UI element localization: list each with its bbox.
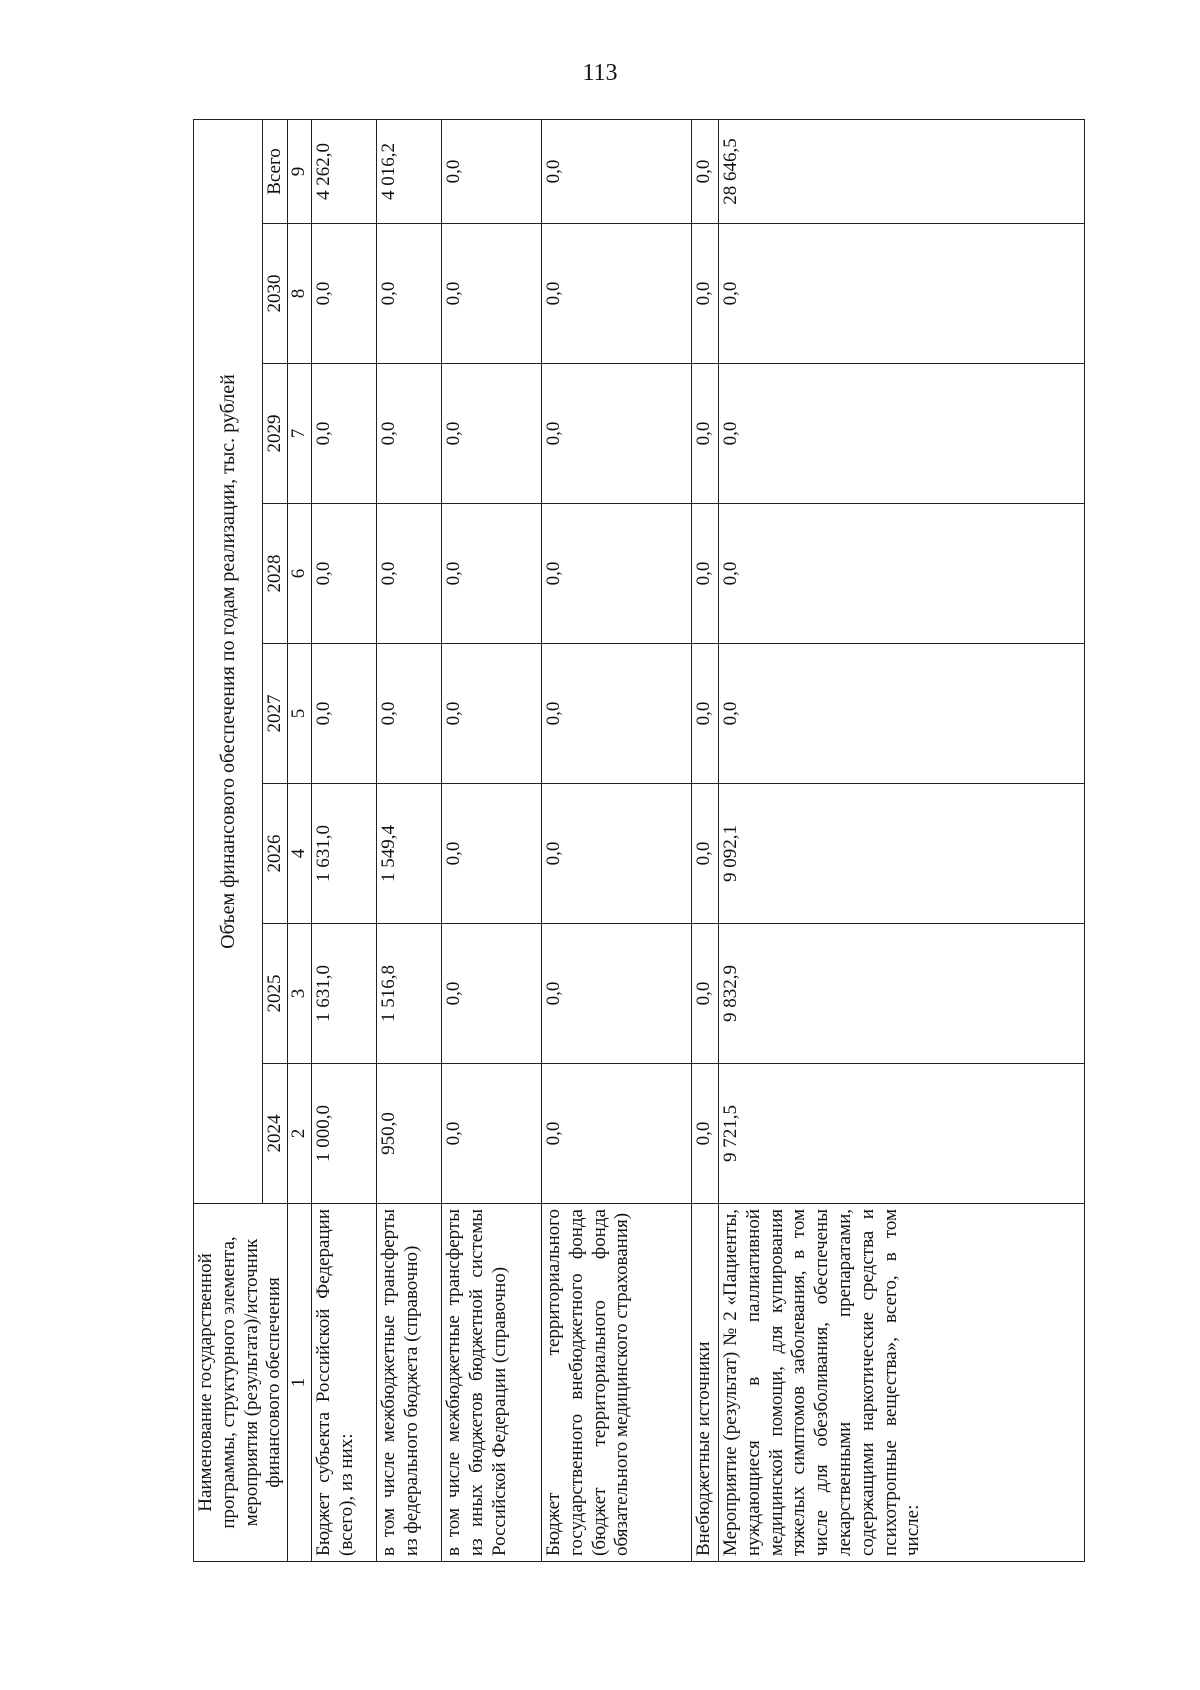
row-label: в том числе межбюджетные трансферты из федерального бюджета (справочно) xyxy=(376,1204,441,1562)
table-cell: 0,0 xyxy=(311,364,376,504)
table-cell: 0,0 xyxy=(691,924,718,1064)
table-cell: 0,0 xyxy=(691,784,718,924)
table-cell-total: 0,0 xyxy=(541,119,691,223)
table-cell: 0,0 xyxy=(441,364,541,504)
table-cell-total: 0,0 xyxy=(691,119,718,223)
table-cell: 0,0 xyxy=(691,1064,718,1204)
table-row-measure-2 xyxy=(718,119,1084,1561)
column-number: 1 xyxy=(288,1204,312,1562)
table-row-extrabudgetary xyxy=(691,119,718,1561)
table-cell-total: 4 262,0 xyxy=(311,119,376,223)
table-cell: 9 092,1 xyxy=(718,784,1084,924)
column-number: 3 xyxy=(288,924,312,1064)
table-cell: 1 631,0 xyxy=(311,924,376,1064)
page-number: 113 xyxy=(582,60,618,86)
table-cell: 1 516,8 xyxy=(376,924,441,1064)
table-cell: 0,0 xyxy=(441,644,541,784)
table-cell: 0,0 xyxy=(718,504,1084,644)
row-label: Бюджет территориального государственного внебюджетного фонда (бюджет территориального фонда обязательного медицинского страхования) xyxy=(541,1204,691,1562)
table-cell: 0,0 xyxy=(441,504,541,644)
column-number: 9 xyxy=(288,119,312,223)
table-cell: 0,0 xyxy=(376,364,441,504)
table-cell: 0,0 xyxy=(541,924,691,1064)
table-row-other-transfers xyxy=(441,119,541,1561)
financing-group-header: Объем финансового обеспечения по годам реализации, тыс. рублей xyxy=(194,119,263,1203)
year-header: 2025 xyxy=(263,924,288,1064)
table-cell: 0,0 xyxy=(376,224,441,364)
table-cell: 0,0 xyxy=(441,1064,541,1204)
row-label: Внебюджетные источники xyxy=(691,1204,718,1562)
table-cell: 0,0 xyxy=(441,784,541,924)
table-cell: 0,0 xyxy=(311,224,376,364)
table-cell: 0,0 xyxy=(541,504,691,644)
table-cell: 0,0 xyxy=(541,1064,691,1204)
year-header: 2029 xyxy=(263,364,288,504)
column-number: 2 xyxy=(288,1064,312,1204)
table-cell: 0,0 xyxy=(691,224,718,364)
column-number: 7 xyxy=(288,364,312,504)
year-header: 2024 xyxy=(263,1064,288,1204)
table-cell: 0,0 xyxy=(691,364,718,504)
table-cell: 950,0 xyxy=(376,1064,441,1204)
year-header: 2027 xyxy=(263,644,288,784)
table-cell: 0,0 xyxy=(541,644,691,784)
table-cell: 0,0 xyxy=(691,504,718,644)
table-cell: 1 549,4 xyxy=(376,784,441,924)
table-cell: 9 832,9 xyxy=(718,924,1084,1064)
table-row-regional-budget xyxy=(311,119,376,1561)
table-cell: 0,0 xyxy=(718,224,1084,364)
year-header: 2030 xyxy=(263,224,288,364)
row-label: Мероприятие (результат) № 2 «Пациенты, нуждающиеся в паллиативной медицинской помощи, для купирования тяжелых симптомов заболевания, в том числе для обезболивания, обеспечены лекарственными препаратами, содержащими наркотические средства и психотропные вещества», всего, в том числе: xyxy=(718,1204,1084,1562)
column-number-row xyxy=(288,119,312,1561)
column-number: 8 xyxy=(288,224,312,364)
table-cell: 0,0 xyxy=(718,644,1084,784)
table-cell: 0,0 xyxy=(376,504,441,644)
table-cell: 0,0 xyxy=(541,784,691,924)
table-cell: 0,0 xyxy=(541,364,691,504)
table-cell: 1 000,0 xyxy=(311,1064,376,1204)
table-cell-total: 4 016,2 xyxy=(376,119,441,223)
column-number: 5 xyxy=(288,644,312,784)
table-cell-total: 0,0 xyxy=(441,119,541,223)
header-row-group xyxy=(194,119,263,1561)
row-label: в том числе межбюджетные трансферты из иных бюджетов бюджетной системы Российской Федерации (справочно) xyxy=(441,1204,541,1562)
name-column-header: Наименование государственной программы, структурного элемента, мероприятия (результата)/источник финансового обеспечения xyxy=(194,1204,288,1562)
total-header: Всего xyxy=(263,119,288,223)
table-cell: 0,0 xyxy=(441,224,541,364)
row-label: Бюджет субъекта Российской Федерации (всего), из них: xyxy=(311,1204,376,1562)
column-number: 4 xyxy=(288,784,312,924)
year-header: 2026 xyxy=(263,784,288,924)
table-cell: 0,0 xyxy=(311,644,376,784)
financing-table xyxy=(193,119,1085,1562)
table-cell-total: 28 646,5 xyxy=(718,119,1084,223)
year-header: 2028 xyxy=(263,504,288,644)
table-cell: 0,0 xyxy=(718,364,1084,504)
rotated-table-container xyxy=(193,120,1043,1562)
table-cell: 1 631,0 xyxy=(311,784,376,924)
table-cell: 0,0 xyxy=(441,924,541,1064)
table-cell: 0,0 xyxy=(541,224,691,364)
column-number: 6 xyxy=(288,504,312,644)
table-cell: 0,0 xyxy=(311,504,376,644)
table-cell: 0,0 xyxy=(691,644,718,784)
table-cell: 9 721,5 xyxy=(718,1064,1084,1204)
table-cell: 0,0 xyxy=(376,644,441,784)
table-row-territorial-fund xyxy=(541,119,691,1561)
table-row-federal-transfers xyxy=(376,119,441,1561)
